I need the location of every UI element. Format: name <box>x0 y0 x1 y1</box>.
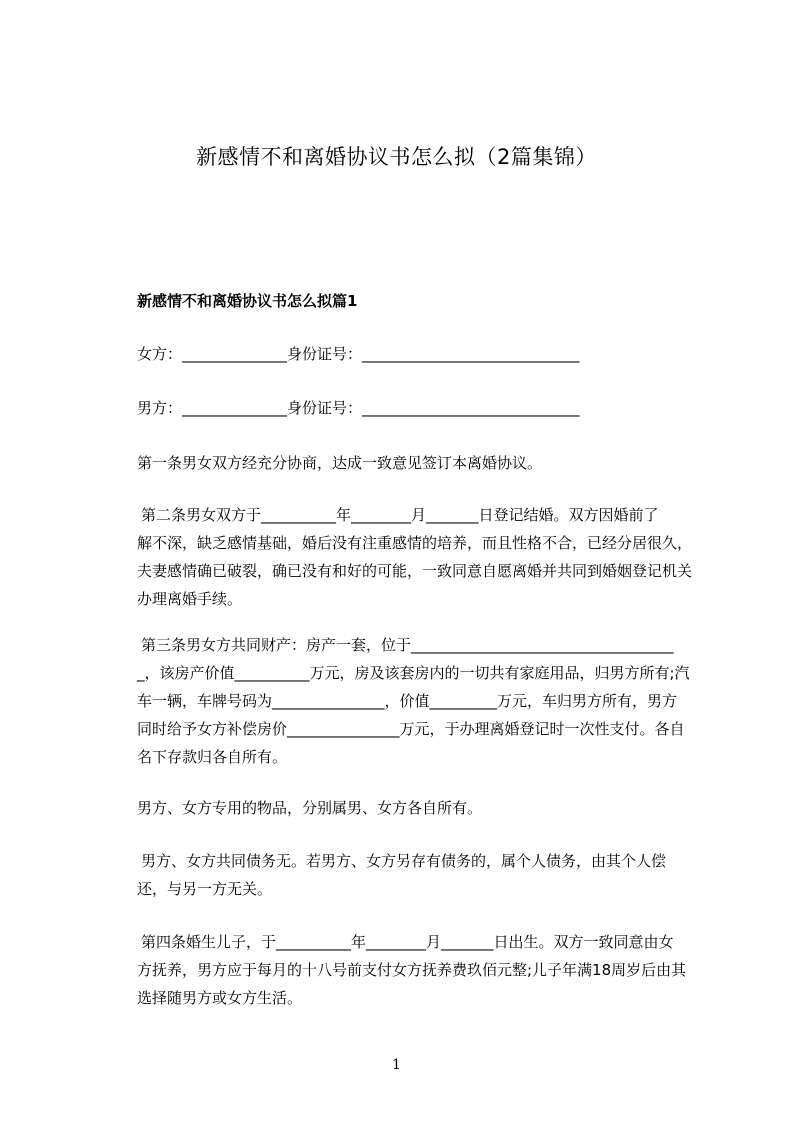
article-1-text: 第一条男女双方经充分协商，达成一致意见签订本离婚协议。 <box>137 454 543 472</box>
article-3-line: _，该房产价值__________万元，房及该套房内的一切共有家庭用品，归男方所有;汽 <box>137 664 690 682</box>
article-3-line: 车一辆，车牌号码为_______________，价值_________万元，车归男方所有，男方 <box>137 692 678 710</box>
article-4 <box>137 928 712 1012</box>
article-2 <box>137 501 712 613</box>
debts-line: 男方、女方共同债务无。若男方、女方另存有债务的，属个人债务，由其个人偿 <box>141 852 667 870</box>
article-2-line: 夫妻感情确已破裂，确已没有和好的可能，一致同意自愿离婚并共同到婚姻登记机关 <box>137 562 693 580</box>
article-2-line: 第二条男女双方于__________年________月_______日登记结婚。双方因婚前了 <box>141 506 659 524</box>
debts-clause <box>137 847 712 903</box>
section-heading: 新感情不和离婚协议书怎么拟篇1 <box>137 292 358 310</box>
article-3-line: 名下存款归各自所有。 <box>137 748 288 766</box>
article-2-line: 办理离婚手续。 <box>137 590 243 608</box>
female-party-line <box>137 340 712 368</box>
article-4-line: 第四条婚生儿子，于__________年________月_______日出生。双方一致同意由女 <box>141 933 674 951</box>
article-4-line: 选择随男方或女方生活。 <box>137 989 303 1007</box>
personal-items-text: 男方、女方专用的物品，分别属男、女方各自所有。 <box>137 799 483 817</box>
document-title: 新感情不和离婚协议书怎么拟（2篇集锦） <box>196 145 597 169</box>
article-3-line: 同时给予女方补偿房价_______________万元，于办理离婚登记时一次性支付。各自 <box>137 720 685 738</box>
debts-line: 还，与另一方无关。 <box>137 880 273 898</box>
female-party-text: 女方：______________身份证号：_____________________________ <box>137 345 580 363</box>
article-1 <box>137 449 712 477</box>
page-number: 1 <box>392 1057 401 1073</box>
article-2-line: 解不深，缺乏感情基础，婚后没有注重感情的培养，而且性格不合，已经分居很久， <box>137 534 693 552</box>
article-4-line: 方抚养，男方应于每月的十八号前支付女方抚养费玖佰元整;儿子年满18周岁后由其 <box>137 961 687 979</box>
article-3-line: 第三条男女方共同财产：房产一套，位于___________________________________ <box>141 636 674 654</box>
article-3 <box>137 631 712 771</box>
male-party-line <box>137 394 712 422</box>
male-party-text: 男方：______________身份证号：_____________________________ <box>137 399 580 417</box>
personal-items-clause <box>137 794 712 822</box>
